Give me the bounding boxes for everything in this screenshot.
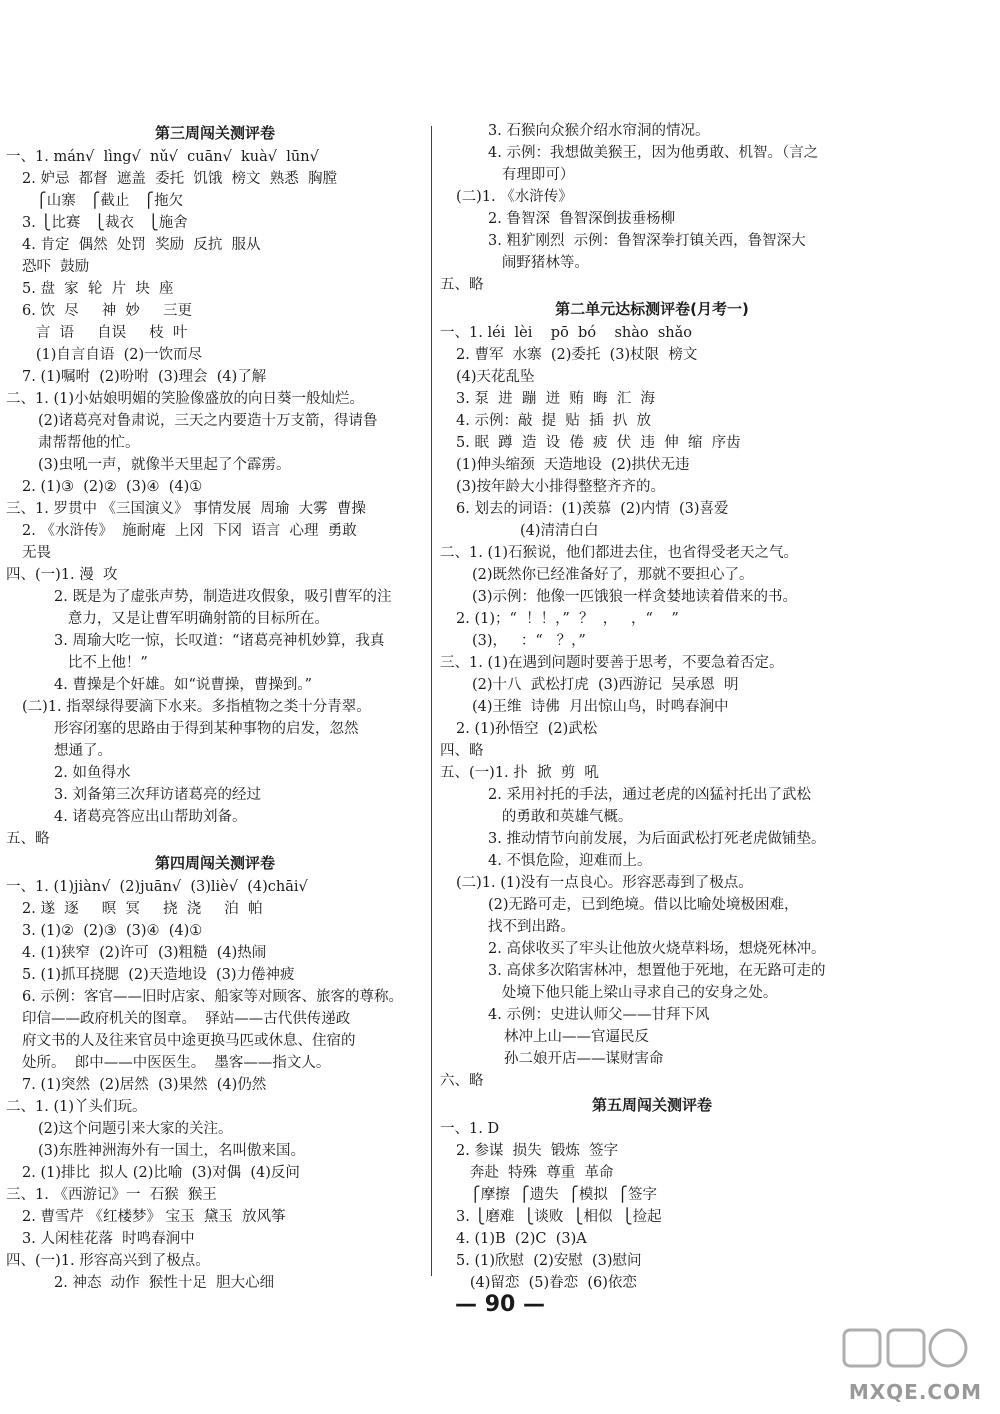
watermark-text: MXQE.COM	[848, 1380, 982, 1404]
answer-line: (二)1. 《水浒传》	[456, 189, 573, 205]
answer-line: 3. 石猴向众猴介绍水帘洞的情况。	[488, 123, 710, 139]
answer-line: 肃帮帮他的忙。	[38, 435, 140, 451]
answer-line: (3)东胜神洲海外有一国土，名叫傲来国。	[38, 1143, 306, 1159]
answer-line: 五、略	[6, 831, 50, 847]
answer-line: 孙二娘开店——谋财害命	[504, 1051, 664, 1067]
answer-line: (3)示例：他像一匹饿狼一样贪婪地读着借来的书。	[472, 589, 798, 605]
answer-line: 三、1. 罗贯中 《三国演义》 事情发展 周瑜 大雾 曹操	[6, 501, 366, 517]
answer-line: 2. 曹军 水寨 (2)委托 (3)杖限 榜文	[456, 347, 698, 363]
answer-line: 3. 泵 进 蹦 迸 贿 晦 汇 海	[456, 391, 655, 407]
answer-line: (1)伸头缩颈 天造地设 (2)拱伏无违	[456, 457, 690, 473]
answer-line: 恐吓 鼓励	[22, 259, 90, 275]
answer-line: 奔赴 特殊 尊重 革命	[456, 1165, 614, 1181]
answer-line: 四、(一)1. 形容高兴到了极点。	[6, 1253, 210, 1269]
answer-line: 2. 采用衬托的手法，通过老虎的凶猛衬托出了武松	[488, 787, 811, 803]
answer-line: 2. (1)排比 拟人 (2)比喻 (3)对偶 (4)反问	[22, 1165, 300, 1181]
answer-line: 处所。 郎中——中医医生。 墨客——指文人。	[22, 1055, 331, 1071]
answer-line: 处境下他只能上梁山寻求自己的安身之处。	[488, 985, 778, 1001]
section-title: 第三周闯关测评卷	[154, 124, 275, 142]
answer-line: 2. (1)③ (2)② (3)④ (4)①	[22, 479, 203, 495]
answer-line: (4)天花乱坠	[456, 369, 535, 385]
answer-line: 4. 曹操是个奸雄。如“说曹操，曹操到。”	[54, 677, 313, 693]
answer-line: 二、1. (1)石猴说，他们都进去住，也省得受老天之气。	[440, 545, 798, 561]
answer-line: 六、略	[440, 1073, 484, 1089]
answer-line: 3. ⎩比赛 ⎩裁衣 ⎩施舍	[22, 215, 188, 231]
answer-line: (4)清清白白	[520, 523, 599, 539]
answer-line: 意力，又是让曹军明确射箭的目标所在。	[54, 611, 329, 627]
answer-line: 7. (1)突然 (2)居然 (3)果然 (4)仍然	[22, 1077, 267, 1093]
answer-line: 4. (1)狭窄 (2)许可 (3)粗糙 (4)热闹	[22, 945, 267, 961]
answer-line: (二)1. (1)没有一点良心。形容恶毒到了极点。	[456, 875, 753, 891]
answer-line: 3. 高俅多次陷害林冲，想置他于死地，在无路可走的	[488, 963, 826, 979]
answer-line: (2)无路可走，已到绝境。借以比喻处境极困难，	[488, 897, 799, 913]
answer-line: 五、(一)1. 扑 掀 剪 吼	[440, 765, 599, 781]
answer-line: 一、1. (1)jiàn√ (2)juān√ (3)liè√ (4)chāi√	[6, 879, 308, 895]
answer-line: 2. 《水浒传》 施耐庵 上冈 下冈 语言 心理 勇敢	[22, 523, 357, 539]
section-title: 第二单元达标测评卷(月考一)	[555, 300, 749, 318]
answer-line: 闹野猪林等。	[488, 255, 589, 271]
answer-line: 四、略	[440, 743, 484, 759]
answer-line: (2)这个问题引来大家的关注。	[38, 1121, 233, 1137]
answer-line: (1)自言自语 (2)一饮而尽	[22, 347, 203, 363]
answer-line: (4)留恋 (5)眷恋 (6)依恋	[456, 1275, 637, 1291]
answer-line: 府文书的人及往来官员中途更换马匹或休息、住宿的	[22, 1033, 356, 1049]
answer-line: 有理即可）	[488, 167, 575, 183]
answer-line: (4)王维 诗佛 月出惊山鸟，时鸣春涧中	[472, 699, 729, 715]
answer-line: 2. 曹雪芹 《红楼梦》 宝玉 黛玉 放风筝	[22, 1209, 286, 1225]
answer-line: 2. (1)孙悟空 (2)武松	[456, 721, 598, 737]
answer-line: 2. 如鱼得水	[54, 765, 131, 781]
answer-line: 2. 鲁智深 鲁智深倒拔垂杨柳	[488, 211, 676, 227]
answer-line: 5. (1)抓耳挠腮 (2)天造地设 (3)力倦神疲	[22, 967, 295, 983]
answer-line: 四、(一)1. 漫 攻	[6, 567, 118, 583]
answer-line: 想通了。	[54, 743, 112, 759]
answer-line: (3)按年龄大小排得整整齐齐的。	[456, 479, 666, 495]
answer-line: ⎧摩擦 ⎧遗失 ⎧模拟 ⎧签字	[456, 1187, 657, 1203]
answer-line: (2)既然你已经准备好了，那就不要担心了。	[472, 567, 754, 583]
answer-line: 6. 划去的词语：(1)羡慕 (2)内情 (3)喜爱	[456, 501, 729, 517]
answer-line: 印信——政府机关的图章。 驿站——古代供传递政	[22, 1011, 351, 1027]
answer-line: 五、略	[440, 277, 484, 293]
answer-line: 2. (1)；“ ！！，” ？ ， ，“ ”	[456, 611, 679, 627]
answer-line: 二、1. (1)丫头们玩。	[6, 1099, 147, 1115]
answer-line: 4. (1)B (2)C (3)A	[456, 1231, 587, 1247]
answer-line: 3. 推动情节向前发展，为后面武松打死老虎做铺垫。	[488, 831, 826, 847]
answer-line: (2)诸葛亮对鲁肃说，三天之内要造十万支箭，得请鲁	[38, 413, 378, 429]
answer-line: 一、1. mán√ lìng√ nǔ√ cuān√ kuà√ lūn√	[6, 149, 319, 165]
answer-line: 三、1. 《西游记》一 石猴 猴王	[6, 1187, 217, 1203]
answer-line: 3. ⎩磨难 ⎩谈败 ⎩相似 ⎩捡起	[456, 1209, 662, 1225]
answer-line: 4. 示例：史进认师父——甘拜下风	[488, 1007, 710, 1023]
answer-line: 5. 眠 蹲 造 设 倦 疲 伏 违 伸 缩 序齿	[456, 435, 741, 451]
answer-line: 6. 饮 尽 神 妙 三更	[22, 303, 192, 319]
answer-line: 4. 示例：我想做美猴王，因为他勇敢、机智。（言之	[488, 145, 819, 161]
page-number: — 90 —	[455, 1292, 545, 1317]
answer-line: (3)虫吼一声，就像半天里起了个霹雳。	[38, 457, 291, 473]
answer-line: 3. 周瑜大吃一惊，长叹道：“诸葛亮神机妙算，我真	[54, 633, 385, 649]
answer-line: 2. 参谋 损失 锻炼 签字	[456, 1143, 619, 1159]
answer-line: 2. 妒忌 都督 遮盖 委托 饥饿 榜文 熟悉 胸膛	[22, 171, 337, 187]
answer-line: (二)1. 指翠绿得要滴下水来。多指植物之类十分青翠。	[22, 699, 371, 715]
answer-line: 一、1. D	[440, 1121, 500, 1137]
answer-line: 2. 高俅收买了牢头让他放火烧草料场，想烧死林冲。	[488, 941, 826, 957]
answer-line: 三、1. (1)在遇到问题时要善于思考，不要急着否定。	[440, 655, 784, 671]
column-divider	[431, 126, 432, 1276]
answer-line: 无畏	[22, 545, 51, 561]
answer-line: 找不到出路。	[488, 919, 575, 935]
answer-line: 5. 盘 家 轮 片 块 座	[22, 281, 174, 297]
section-title: 第四周闯关测评卷	[154, 854, 275, 872]
answer-line: 3. 刘备第三次拜访诸葛亮的经过	[54, 787, 261, 803]
answer-line: 2. 遂 逐 暝 冥 挠 浇 泊 帕	[22, 901, 263, 917]
answer-line: 4. 肯定 偶然 处罚 奖励 反抗 服从	[22, 237, 261, 253]
answer-line: (3)， ：“ ？，”	[472, 633, 586, 649]
answer-line: (2)十八 武松打虎 (3)西游记 吴承恩 明	[472, 677, 739, 693]
answer-line: 4. 示例：敲 提 贴 插 扒 放	[456, 413, 652, 429]
answer-line: 5. (1)欣慰 (2)安慰 (3)慰问	[456, 1253, 642, 1269]
answer-line: 4. 诸葛亮答应出山帮助刘备。	[54, 809, 247, 825]
right-column	[440, 120, 864, 1294]
answer-line: 比不上他！”	[54, 655, 148, 671]
answer-line: 3. 粗犷刚烈 示例：鲁智深拳打镇关西，鲁智深大	[488, 233, 806, 249]
answer-line: ⎧山寨 ⎧截止 ⎧拖欠	[22, 193, 184, 209]
answer-line: 3. (1)② (2)③ (3)④ (4)①	[22, 923, 203, 939]
answer-line: 的勇敢和英雄气概。	[488, 809, 633, 825]
answer-line: 2. 神态 动作 猴性十足 胆大心细	[54, 1275, 275, 1291]
left-column	[6, 120, 424, 1294]
answer-line: 一、1. léi lèi pō bó shào shǎo	[440, 325, 693, 341]
answer-line: 7. (1)嘱咐 (2)吩咐 (3)理会 (4)了解	[22, 369, 267, 385]
answer-line: 言 语 自误 枝 叶	[22, 325, 188, 341]
answer-line: 3. 人闲桂花落 时鸣春涧中	[22, 1231, 195, 1247]
answer-line: 4. 不惧危险，迎难而上。	[488, 853, 652, 869]
answer-line: 林冲上山——官逼民反	[504, 1029, 649, 1045]
answer-line: 二、1. (1)小姑娘明媚的笑脸像盛放的向日葵一般灿烂。	[6, 391, 364, 407]
answer-line: 形容闭塞的思路由于得到某种事物的启发，忽然	[54, 721, 359, 737]
answer-line: 6. 示例：客官——旧时店家、船家等对顾客、旅客的尊称。	[22, 989, 403, 1005]
answer-line: 2. 既是为了虚张声势，制造进攻假象，吸引曹军的注	[54, 589, 392, 605]
section-title: 第五周闯关测评卷	[591, 1096, 712, 1114]
